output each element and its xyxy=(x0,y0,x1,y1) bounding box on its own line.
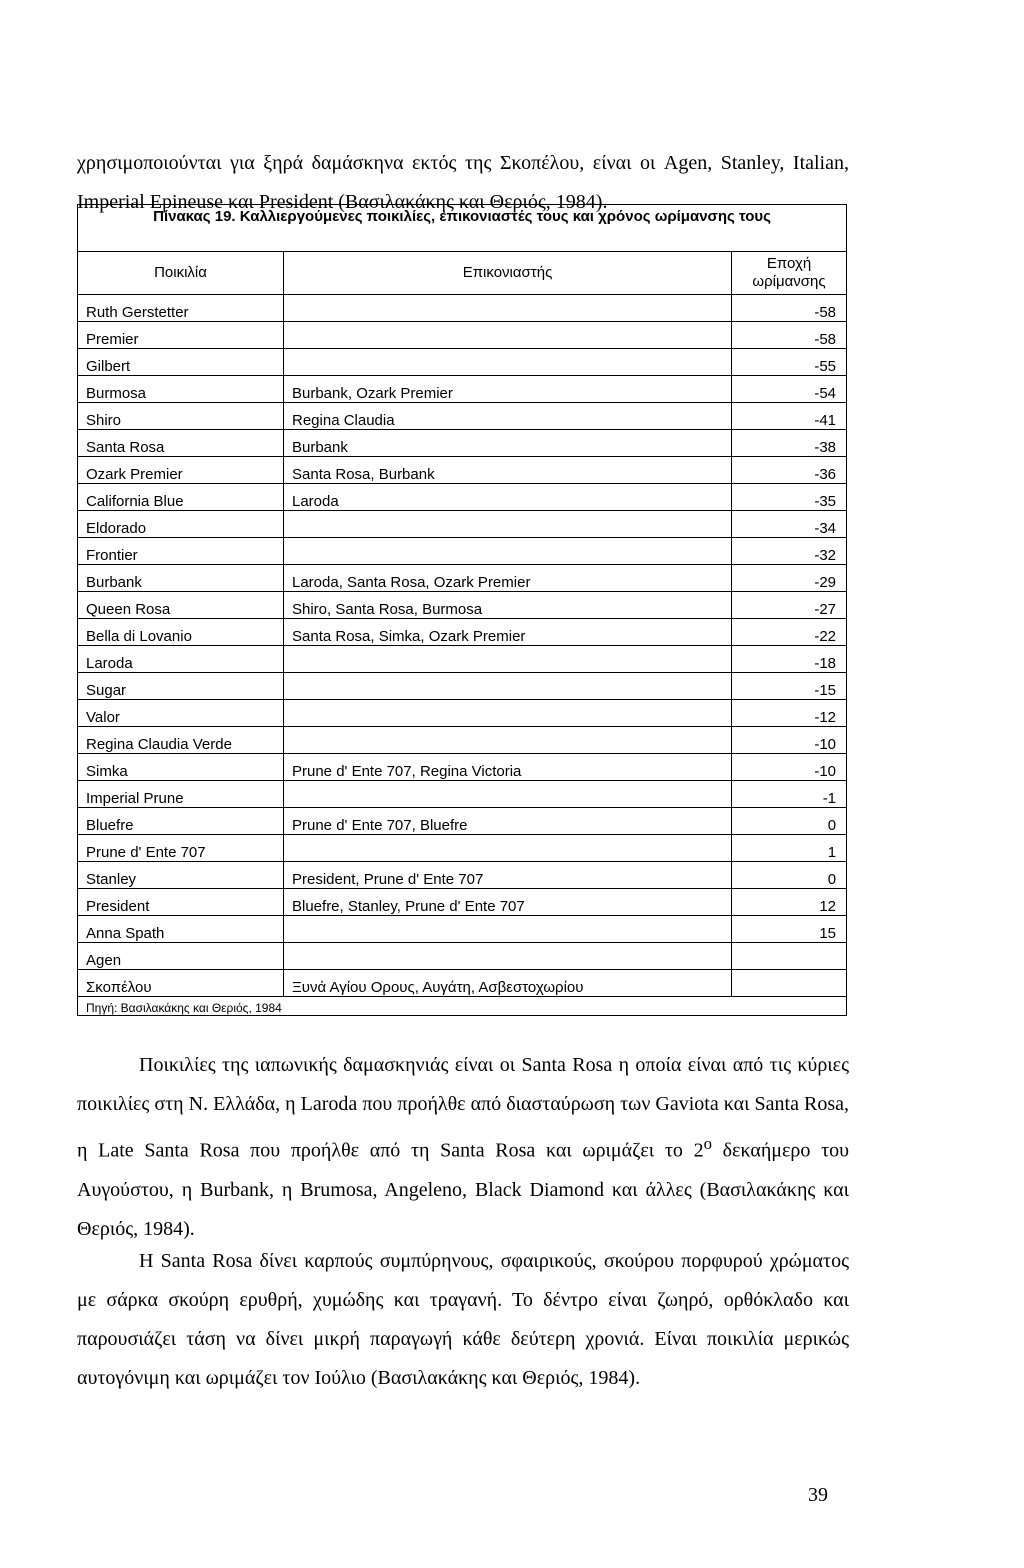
cell-pollinator: Bluefre, Stanley, Prune d' Ente 707 xyxy=(284,889,732,916)
table-row xyxy=(78,457,847,484)
cell-pollinator xyxy=(284,322,732,349)
cell-variety: Bella di Lovanio xyxy=(78,619,284,646)
table-row xyxy=(78,754,847,781)
cell-ripening: -29 xyxy=(732,565,847,592)
cell-variety: Anna Spath xyxy=(78,916,284,943)
cell-ripening: -58 xyxy=(732,322,847,349)
table-row xyxy=(78,295,847,322)
table-source: Πηγή: Βασιλακάκης και Θεριός, 1984 xyxy=(78,997,847,1016)
table-row xyxy=(78,943,847,970)
header-ripening: Εποχή ωρίμανσης xyxy=(732,252,847,295)
body-paragraph-1-superscript: ο xyxy=(703,1134,712,1153)
cell-ripening: -22 xyxy=(732,619,847,646)
cell-pollinator: Shiro, Santa Rosa, Burmosa xyxy=(284,592,732,619)
table-row xyxy=(78,916,847,943)
table-row xyxy=(78,862,847,889)
cell-ripening: 0 xyxy=(732,808,847,835)
cell-variety: Burbank xyxy=(78,565,284,592)
cell-pollinator: Prune d' Ente 707, Regina Victoria xyxy=(284,754,732,781)
varieties-table-container xyxy=(77,204,846,1016)
cell-pollinator: Laroda xyxy=(284,484,732,511)
cell-variety: Valor xyxy=(78,700,284,727)
cell-pollinator: Regina Claudia xyxy=(284,403,732,430)
cell-pollinator: Laroda, Santa Rosa, Ozark Premier xyxy=(284,565,732,592)
cell-ripening xyxy=(732,943,847,970)
body-paragraph-1-text: Ποικιλίες της ιαπωνικής δαμασκηνιάς είναι οι Santa Rosa η οποία είναι από τις κύριες ποικιλίες στη Ν. Ελλάδα, η Laroda που προήλθε από διασταύρωση των Gaviota και Santa Rosa, η Late Santa Rosa που προήλθε από τη Santa Rosa και ωριμάζει το 2 xyxy=(77,1054,849,1162)
cell-pollinator xyxy=(284,835,732,862)
page-number: 39 xyxy=(808,1484,828,1506)
cell-variety: Bluefre xyxy=(78,808,284,835)
cell-ripening: -27 xyxy=(732,592,847,619)
table-row xyxy=(78,889,847,916)
table-caption: Πίνακας 19. Καλλιεργούμενες ποικιλίες, επικονιαστές τους και χρόνος ωρίμανσης τους xyxy=(78,205,847,252)
cell-pollinator xyxy=(284,781,732,808)
cell-ripening: -10 xyxy=(732,727,847,754)
cell-pollinator xyxy=(284,511,732,538)
cell-variety: Ozark Premier xyxy=(78,457,284,484)
cell-pollinator xyxy=(284,700,732,727)
cell-pollinator xyxy=(284,943,732,970)
varieties-table xyxy=(77,204,847,1016)
cell-pollinator xyxy=(284,673,732,700)
cell-pollinator xyxy=(284,916,732,943)
cell-variety: Ruth Gerstetter xyxy=(78,295,284,322)
cell-pollinator xyxy=(284,349,732,376)
cell-variety: Regina Claudia Verde xyxy=(78,727,284,754)
table-row xyxy=(78,970,847,997)
table-row xyxy=(78,700,847,727)
cell-variety: President xyxy=(78,889,284,916)
cell-ripening: -1 xyxy=(732,781,847,808)
cell-ripening: -58 xyxy=(732,295,847,322)
table-row xyxy=(78,565,847,592)
table-row xyxy=(78,376,847,403)
cell-ripening: -55 xyxy=(732,349,847,376)
body-paragraph-1 xyxy=(77,1046,849,1249)
cell-ripening: -36 xyxy=(732,457,847,484)
cell-ripening: -54 xyxy=(732,376,847,403)
body-paragraph-2: Η Santa Rosa δίνει καρπούς συμπύρηνους, σφαιρικούς, σκούρου πορφυρού χρώματος με σάρκα σκούρη ερυθρή, χυμώδης και τραγανή. Το δέντρο είναι ζωηρό, ορθόκλαδο και παρουσιάζει τάση να δίνει μικρή παραγωγή κάθε δεύτερη χρονιά. Είναι ποικιλία μερικώς αυτογόνιμη και ωριμάζει τον Ιούλιο (Βασιλακάκης και Θεριός, 1984). xyxy=(77,1250,849,1389)
table-row xyxy=(78,808,847,835)
cell-ripening: -38 xyxy=(732,430,847,457)
cell-variety: California Blue xyxy=(78,484,284,511)
cell-ripening: 15 xyxy=(732,916,847,943)
cell-pollinator: Santa Rosa, Burbank xyxy=(284,457,732,484)
cell-variety: Santa Rosa xyxy=(78,430,284,457)
cell-ripening: -12 xyxy=(732,700,847,727)
cell-pollinator: Santa Rosa, Simka, Ozark Premier xyxy=(284,619,732,646)
body-paragraph-1-rest: δεκαήμερο του Αυγούστου, η Burbank, η Brumosa, Angeleno, Black Diamond και άλλες (Βασιλακάκης και Θεριός, 1984). xyxy=(77,1139,850,1240)
cell-variety: Shiro xyxy=(78,403,284,430)
table-row xyxy=(78,349,847,376)
table-row xyxy=(78,484,847,511)
table-row xyxy=(78,403,847,430)
cell-ripening: -35 xyxy=(732,484,847,511)
cell-pollinator xyxy=(284,727,732,754)
cell-variety: Simka xyxy=(78,754,284,781)
cell-ripening: 12 xyxy=(732,889,847,916)
cell-variety: Agen xyxy=(78,943,284,970)
table-row xyxy=(78,430,847,457)
cell-ripening: -32 xyxy=(732,538,847,565)
cell-pollinator: Burbank xyxy=(284,430,732,457)
cell-ripening: 1 xyxy=(732,835,847,862)
cell-variety: Stanley xyxy=(78,862,284,889)
cell-ripening: -15 xyxy=(732,673,847,700)
table-row xyxy=(78,727,847,754)
table-row xyxy=(78,538,847,565)
cell-ripening: -41 xyxy=(732,403,847,430)
table-row xyxy=(78,646,847,673)
cell-variety: Frontier xyxy=(78,538,284,565)
table-row xyxy=(78,835,847,862)
cell-ripening: -18 xyxy=(732,646,847,673)
cell-pollinator: Ξυνά Αγίου Ορους, Αυγάτη, Ασβεστοχωρίου xyxy=(284,970,732,997)
cell-pollinator: President, Prune d' Ente 707 xyxy=(284,862,732,889)
cell-variety: Σκοπέλου xyxy=(78,970,284,997)
cell-ripening: -34 xyxy=(732,511,847,538)
table-row xyxy=(78,592,847,619)
cell-variety: Premier xyxy=(78,322,284,349)
cell-pollinator: Burbank, Ozark Premier xyxy=(284,376,732,403)
cell-pollinator xyxy=(284,646,732,673)
cell-ripening xyxy=(732,970,847,997)
table-row xyxy=(78,781,847,808)
table-row xyxy=(78,673,847,700)
cell-ripening: 0 xyxy=(732,862,847,889)
table-body xyxy=(78,295,847,997)
cell-variety: Queen Rosa xyxy=(78,592,284,619)
cell-variety: Eldorado xyxy=(78,511,284,538)
header-pollinator: Επικονιαστής xyxy=(284,252,732,295)
table-row xyxy=(78,322,847,349)
table-row xyxy=(78,619,847,646)
cell-pollinator: Prune d' Ente 707, Bluefre xyxy=(284,808,732,835)
cell-variety: Gilbert xyxy=(78,349,284,376)
intro-paragraph: χρησιμοποιούνται για ξηρά δαμάσκηνα εκτός της Σκοπέλου, είναι οι Agen, Stanley, Italian, Imperial Epineuse και President (Βασιλακάκης και Θεριός, 1984). xyxy=(77,152,849,213)
cell-pollinator xyxy=(284,538,732,565)
cell-variety: Sugar xyxy=(78,673,284,700)
table-row xyxy=(78,511,847,538)
cell-variety: Laroda xyxy=(78,646,284,673)
cell-ripening: -10 xyxy=(732,754,847,781)
header-variety: Ποικιλία xyxy=(78,252,284,295)
cell-variety: Burmosa xyxy=(78,376,284,403)
cell-variety: Prune d' Ente 707 xyxy=(78,835,284,862)
cell-pollinator xyxy=(284,295,732,322)
cell-variety: Imperial Prune xyxy=(78,781,284,808)
